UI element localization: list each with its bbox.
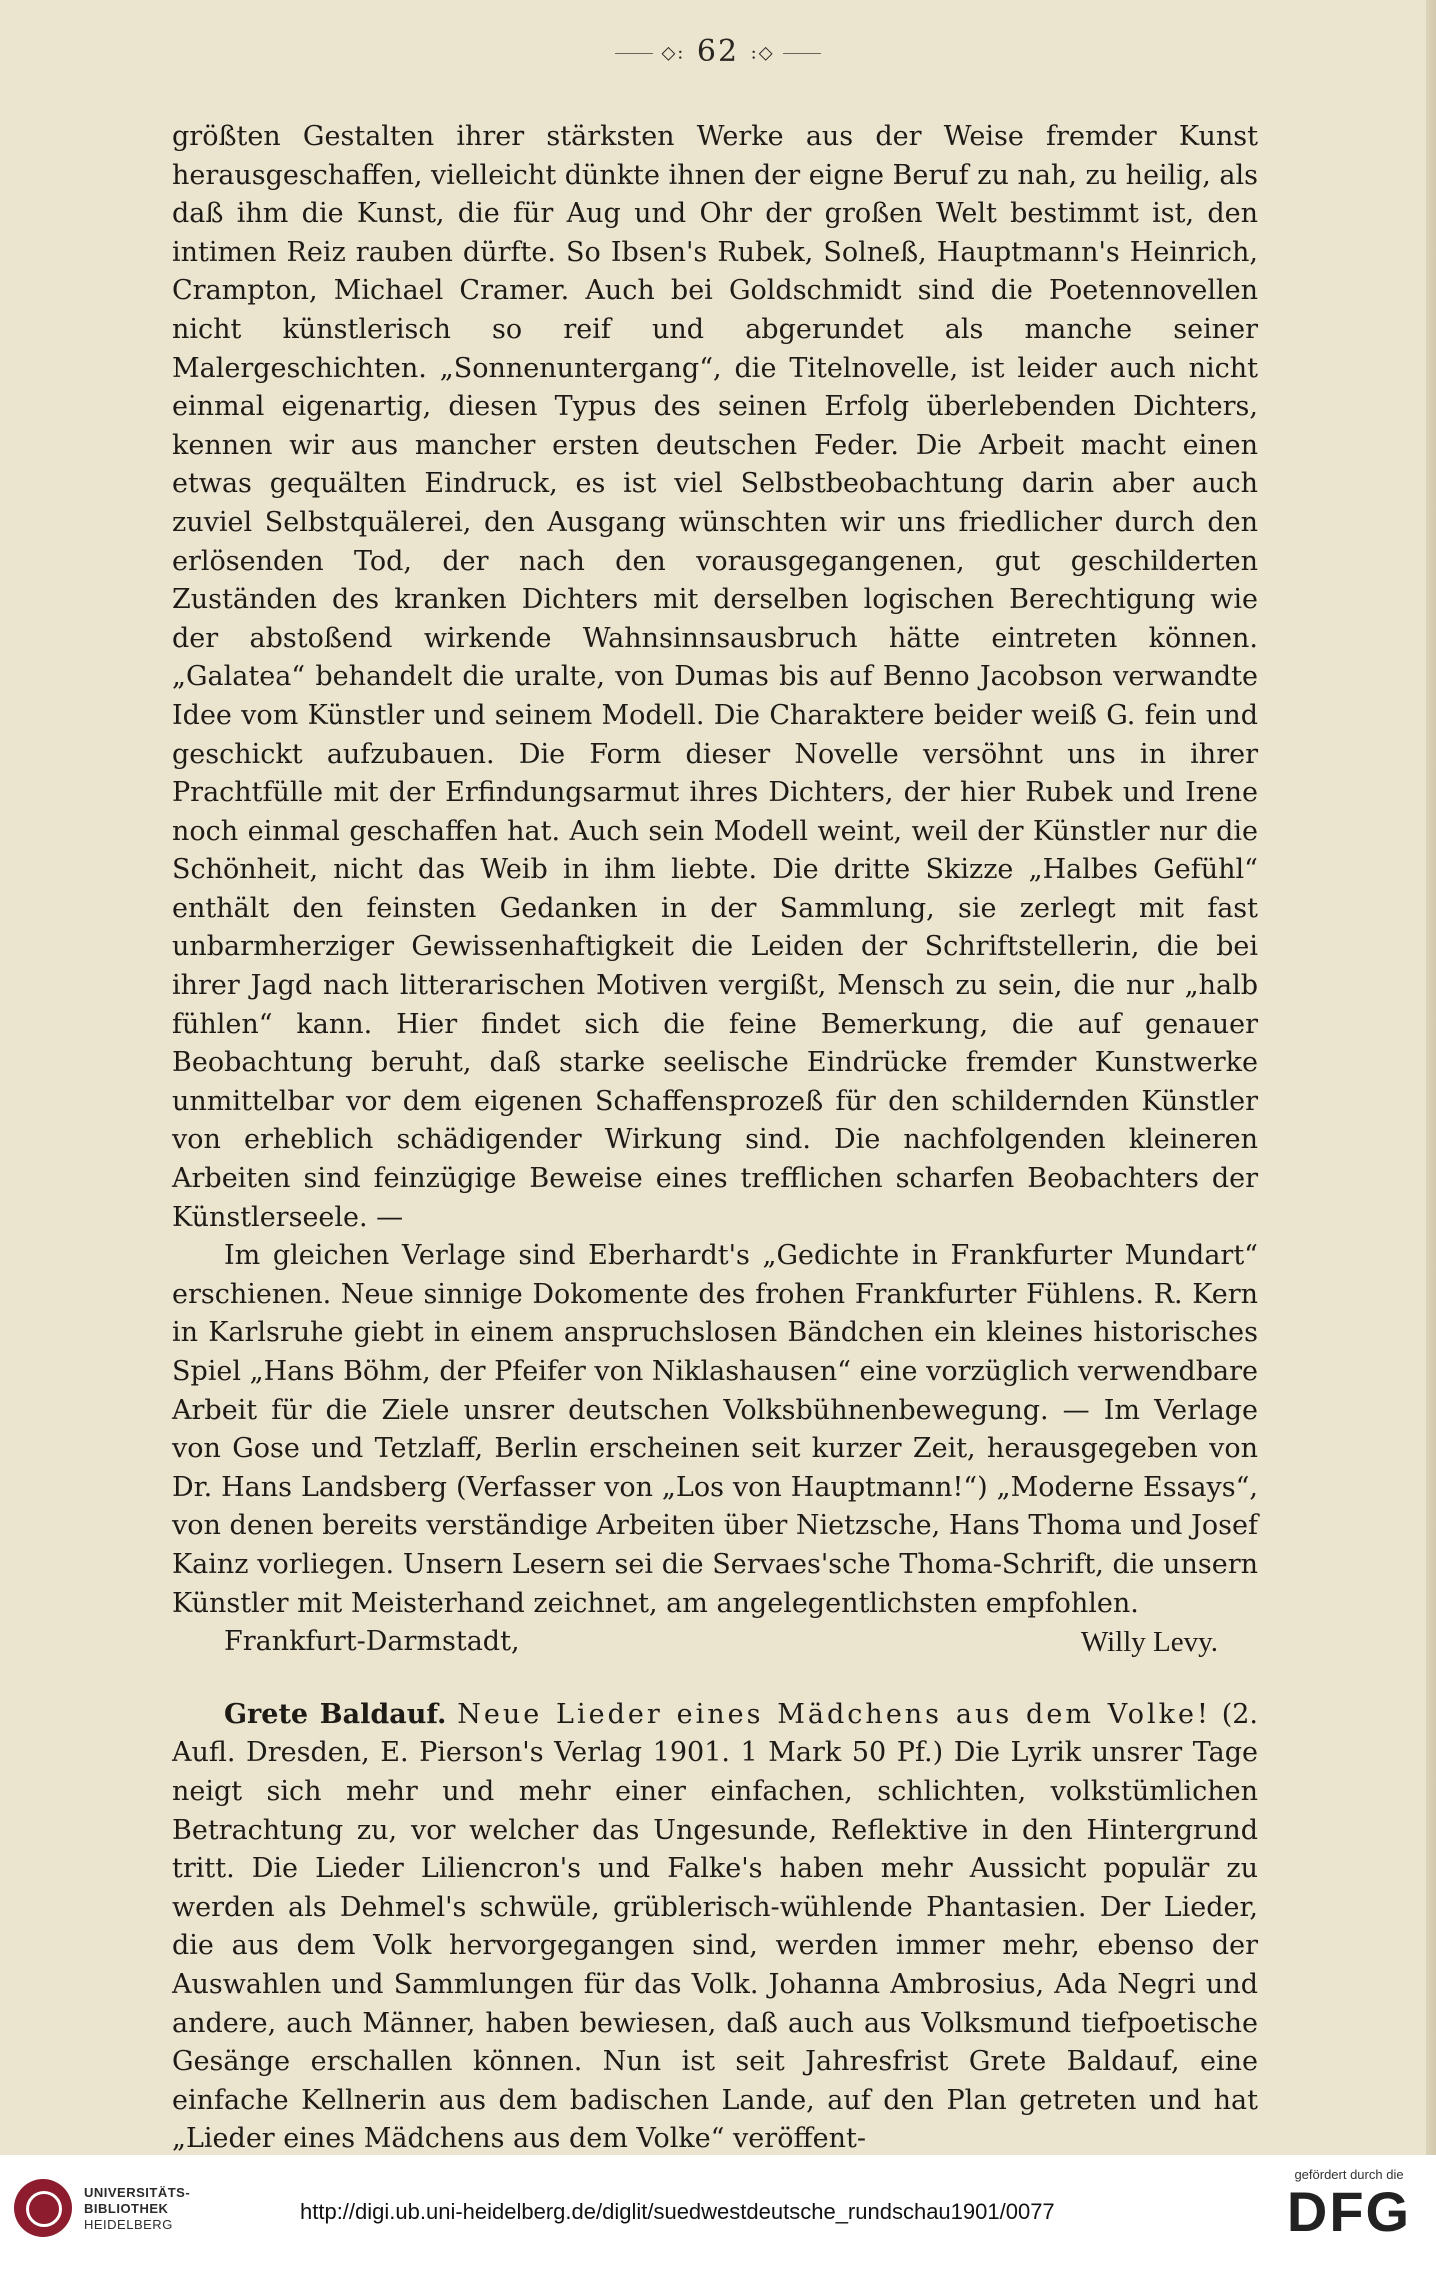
signature-place: Frankfurt-Darmstadt, (224, 1626, 520, 1658)
article-paragraph-2: Im gleichen Verlage sind Eberhardt's „Gedichte in Frankfurter Mundart“ erschienen. Neue sinnige Dokomente des frohen Frankfurter Fühlens. R. Kern in Karlsruhe giebt in einem anspruchslosen Bändchen ein kleines historisches Spiel „Hans Böhm, der Pfeifer von Niklashausen“ eine vorzüglich verwendbare Arbeit für die Ziele unsrer deutschen Volksbühnenbewegung. — Im Verlage von Gose und Tetzlaff, Berlin erscheinen seit kurzer Zeit, herausgegeben von Dr. Hans Landsberg (Verfasser von „Los von Hauptmann!“) „Moderne Essays“, von denen bereits verständige Arbeiten über Nietzsche, Hans Thoma und Josef Kainz vorliegen. Unsern Lesern sei die Servaes'sche Thoma-Schrift, die unsern Künstler mit Meisterhand zeichnet, am angelegentlichsten empfohlen. (172, 1240, 1258, 1619)
library-name-line-3: HEIDELBERG (84, 2217, 173, 2232)
university-seal-icon (14, 2179, 72, 2237)
header-rule-right (783, 53, 821, 54)
page-edge (1426, 0, 1436, 2155)
sponsor-caption: gefördert durch die (1294, 2167, 1404, 2182)
signature-author: Willy Levy. (1080, 1626, 1218, 1659)
page-header (0, 34, 1436, 69)
header-ornament-left: ◇: (661, 42, 686, 64)
library-name (84, 2185, 190, 2233)
signature-line (172, 1623, 1258, 1662)
article-paragraph-1: größten Gestalten ihrer stärksten Werke aus der Weise fremder Kunst herausgeschaffen, vielleicht dünkte ihnen der eigne Beruf zu nah, zu heilig, als daß ihm die Kunst, die für Aug und Ohr der großen Welt bestimmt ist, den intimen Reiz rauben dürfte. So Ibsen's Rubek, Solneß, Hauptmann's Heinrich, Crampton, Michael Cramer. Auch bei Goldschmidt sind die Poetennovellen nicht künstlerisch so reif und abgerundet als manche seiner Malergeschichten. „Sonnenuntergang“, die Titelnovelle, ist leider auch nicht einmal eigenartig, diesen Typus des seinen Erfolg überlebenden Dichters, kennen wir aus mancher ersten deutschen Feder. Die Arbeit macht einen etwas gequälten Eindruck, es ist viel Selbstbeobachtung darin aber auch zuviel Selbstquälerei, den Ausgang wünschten wir uns friedlicher durch den erlösenden Tod, der nach den vorausgegangenen, gut geschilderten Zuständen des kranken Dichters mit derselben logischen Berechtigung wie der abstoßend wirkende Wahnsinnsausbruch hätte eintreten können. „Galatea“ behandelt die uralte, von Dumas bis auf Benno Jacobson verwandte Idee vom Künstler und seinem Modell. Die Charaktere beider weiß G. fein und geschickt aufzubauen. Die Form dieser Novelle versöhnt uns in ihrer Prachtfülle mit der Erfindungsarmut ihres Dichters, der hier Rubek und Irene noch einmal geschaffen hat. Auch sein Modell weint, weil der Künstler nur die Schönheit, nicht das Weib in ihm liebte. Die dritte Skizze „Halbes Gefühl“ enthält den feinsten Gedanken in der Sammlung, sie zerlegt mit fast unbarmherziger Gewissenhaftigkeit die Leiden der Schriftstellerin, die bei ihrer Jagd nach litterarischen Motiven vergißt, Mensch zu sein, die nur „halb fühlen“ kann. Hier findet sich die feine Bemerkung, die auf genauer Beobachtung beruht, daß starke seelische Eindrücke fremder Kunstwerke unmittelbar vor dem eigenen Schaffensprozeß für den schildernden Künstler von erheblich schädigender Wirkung sind. Die nachfolgenden kleineren Arbeiten sind feinzügige Beweise eines trefflichen scharfen Beobachters der Künstlerseele. — (172, 121, 1258, 1233)
review-author-name: Grete Baldauf. (224, 1698, 447, 1730)
page-body (172, 118, 1258, 2155)
header-ornament-right: :◇ (750, 42, 775, 64)
review-book-title: Neue Lieder eines Mädchens aus dem Volke! (457, 1698, 1211, 1730)
sponsor-block (1274, 2167, 1424, 2242)
page-number: 62 (696, 34, 740, 69)
library-name-line-1: UNIVERSITÄTS- (84, 2185, 191, 2200)
review-paragraph (172, 1696, 1258, 2155)
footer-bar (0, 2155, 1436, 2274)
library-logo[interactable] (8, 2173, 228, 2253)
library-name-line-2: BIBLIOTHEK (84, 2201, 169, 2216)
source-url-link[interactable]: http://digi.ub.uni-heidelberg.de/diglit/suedwestdeutsche_rundschau1901/0077 (300, 2199, 1055, 2224)
header-rule-left (615, 53, 653, 54)
review-body: (2. Aufl. Dresden, E. Pierson's Verlag 1901. 1 Mark 50 Pf.) Die Lyrik unsrer Tage neigt sich mehr und mehr einer einfachen, schlichten, volkstümlichen Betrachtung zu, vor welcher das Ungesunde, Reflektive in den Hintergrund tritt. Die Lieder Liliencron's und Falke's haben mehr Aussicht populär zu werden als Dehmel's schwüle, grüblerisch-wühlende Phantasien. Der Lieder, die aus dem Volk hervorgegangen sind, werden immer mehr, ebenso der Auswahlen und Sammlungen für das Volk. Johanna Ambrosius, Ada Negri und andere, auch Männer, haben bewiesen, daß auch aus Volksmund tiefpoetische Gesänge erschallen können. Nun ist seit Jahresfrist Grete Baldauf, eine einfache Kellnerin aus dem badischen Lande, auf den Plan getreten und hat „Lieder eines Mädchens aus dem Volke“ veröffent- (172, 1698, 1258, 2155)
dfg-logo[interactable]: DFG (1286, 2180, 1412, 2243)
